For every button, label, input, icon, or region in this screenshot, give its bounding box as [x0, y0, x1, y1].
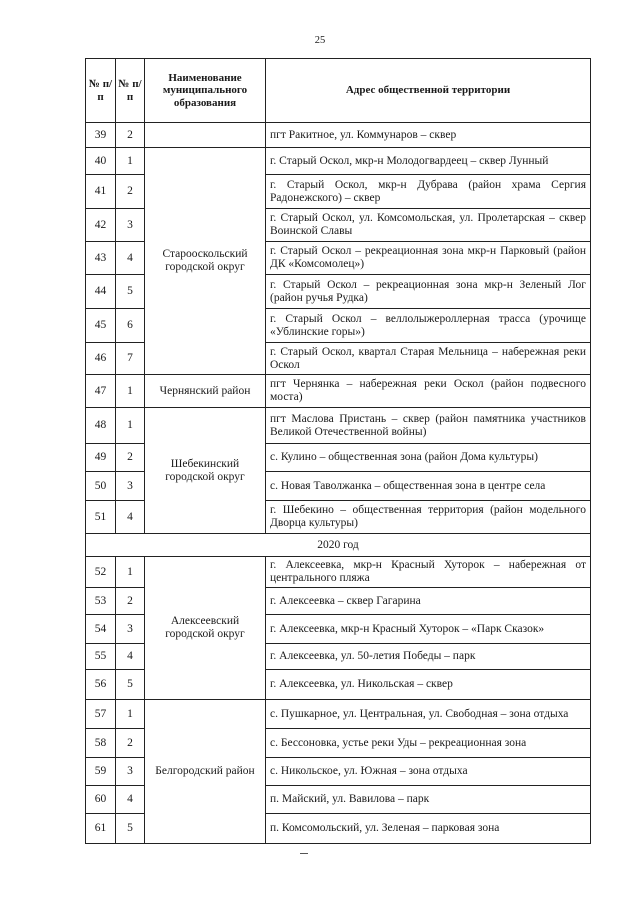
row-number: 56: [86, 670, 116, 700]
row-subnumber: 3: [116, 758, 145, 786]
row-number: 41: [86, 175, 116, 209]
row-number: 61: [86, 814, 116, 844]
row-subnumber: 3: [116, 615, 145, 644]
address-cell: пгт Ракитное, ул. Коммунаров – сквер: [266, 123, 591, 148]
row-number: 55: [86, 644, 116, 670]
municipality-cell: Алексеевский городской округ: [145, 557, 266, 700]
table-row: [86, 557, 591, 588]
row-number: 51: [86, 501, 116, 534]
footer-mark: [300, 853, 308, 854]
address-cell: г. Алексеевка – сквер Гагарина: [266, 588, 591, 615]
address-cell: г. Старый Оскол, квартал Старая Мельница – набережная реки Оскол: [266, 343, 591, 375]
page-number: 25: [314, 35, 326, 46]
address-cell: г. Старый Оскол, мкр-н Молодогвардеец – сквер Лунный: [266, 148, 591, 175]
row-number: 43: [86, 242, 116, 275]
row-number: 60: [86, 786, 116, 814]
address-cell: с. Пушкарное, ул. Центральная, ул. Свободная – зона отдыха: [266, 700, 591, 729]
year-row: [86, 534, 591, 557]
row-number: 54: [86, 615, 116, 644]
header-num1: № п/п: [86, 59, 116, 123]
row-subnumber: 1: [116, 557, 145, 588]
row-subnumber: 5: [116, 814, 145, 844]
table-row: [86, 123, 591, 148]
address-cell: с. Кулино – общественная зона (район Дома культуры): [266, 444, 591, 472]
address-cell: г. Старый Оскол – рекреационная зона мкр-н Зеленый Лог (район ручья Рудка): [266, 275, 591, 309]
header-municipality: Наименование муниципального образования: [145, 59, 266, 123]
row-subnumber: 1: [116, 700, 145, 729]
row-number: 46: [86, 343, 116, 375]
address-cell: г. Алексеевка, ул. Никольская – сквер: [266, 670, 591, 700]
address-cell: п. Комсомольский, ул. Зеленая – парковая зона: [266, 814, 591, 844]
address-cell: пгт Чернянка – набережная реки Оскол (район подвесного моста): [266, 375, 591, 408]
row-number: 45: [86, 309, 116, 343]
table-body: [86, 123, 591, 844]
municipality-cell: Белгородский район: [145, 700, 266, 844]
row-number: 48: [86, 408, 116, 444]
row-number: 44: [86, 275, 116, 309]
table-row: [86, 148, 591, 175]
row-subnumber: 4: [116, 501, 145, 534]
row-subnumber: 4: [116, 644, 145, 670]
address-cell: г. Старый Оскол – веллолыжероллерная трасса (урочище «Ублинские горы»): [266, 309, 591, 343]
row-subnumber: 4: [116, 242, 145, 275]
address-cell: г. Старый Оскол, ул. Комсомольская, ул. Пролетарская – сквер Воинской Славы: [266, 209, 591, 242]
row-number: 57: [86, 700, 116, 729]
row-subnumber: 1: [116, 148, 145, 175]
row-subnumber: 7: [116, 343, 145, 375]
address-cell: с. Никольское, ул. Южная – зона отдыха: [266, 758, 591, 786]
row-number: 58: [86, 729, 116, 758]
table-row: [86, 375, 591, 408]
address-cell: г. Старый Оскол, мкр-н Дубрава (район храма Сергия Радонежского) – сквер: [266, 175, 591, 209]
row-number: 59: [86, 758, 116, 786]
row-number: 40: [86, 148, 116, 175]
address-cell: г. Старый Оскол – рекреационная зона мкр-н Парковый (район ДК «Комсомолец»): [266, 242, 591, 275]
territories-table: [85, 58, 591, 844]
row-subnumber: 2: [116, 123, 145, 148]
row-number: 39: [86, 123, 116, 148]
row-number: 52: [86, 557, 116, 588]
row-subnumber: 4: [116, 786, 145, 814]
row-number: 42: [86, 209, 116, 242]
municipality-cell: Чернянский район: [145, 375, 266, 408]
address-cell: г. Алексеевка, мкр-н Красный Хуторок – «Парк Сказок»: [266, 615, 591, 644]
municipality-cell: Старооскольский городской округ: [145, 148, 266, 375]
row-subnumber: 1: [116, 375, 145, 408]
row-subnumber: 2: [116, 588, 145, 615]
row-subnumber: 2: [116, 444, 145, 472]
row-subnumber: 5: [116, 275, 145, 309]
header-num2: № п/п: [116, 59, 145, 123]
row-number: 53: [86, 588, 116, 615]
address-cell: г. Алексеевка, ул. 50-летия Победы – парк: [266, 644, 591, 670]
row-subnumber: 2: [116, 175, 145, 209]
table-header-row: [86, 59, 591, 123]
row-subnumber: 3: [116, 209, 145, 242]
row-number: 49: [86, 444, 116, 472]
row-subnumber: 1: [116, 408, 145, 444]
municipality-cell: [145, 123, 266, 148]
table-row: [86, 700, 591, 729]
row-subnumber: 5: [116, 670, 145, 700]
row-number: 50: [86, 472, 116, 501]
address-cell: пгт Маслова Пристань – сквер (район памятника участников Великой Отечественной войны): [266, 408, 591, 444]
table-row: [86, 408, 591, 444]
row-number: 47: [86, 375, 116, 408]
row-subnumber: 2: [116, 729, 145, 758]
year-label: 2020 год: [86, 534, 591, 557]
address-cell: г. Шебекино – общественная территория (район модельного Дворца культуры): [266, 501, 591, 534]
row-subnumber: 6: [116, 309, 145, 343]
address-cell: с. Новая Таволжанка – общественная зона в центре села: [266, 472, 591, 501]
header-address: Адрес общественной территории: [266, 59, 591, 123]
address-cell: г. Алексеевка, мкр-н Красный Хуторок – набережная от центрального пляжа: [266, 557, 591, 588]
address-cell: п. Майский, ул. Вавилова – парк: [266, 786, 591, 814]
municipality-cell: Шебекинский городской округ: [145, 408, 266, 534]
address-cell: с. Бессоновка, устье реки Уды – рекреационная зона: [266, 729, 591, 758]
row-subnumber: 3: [116, 472, 145, 501]
